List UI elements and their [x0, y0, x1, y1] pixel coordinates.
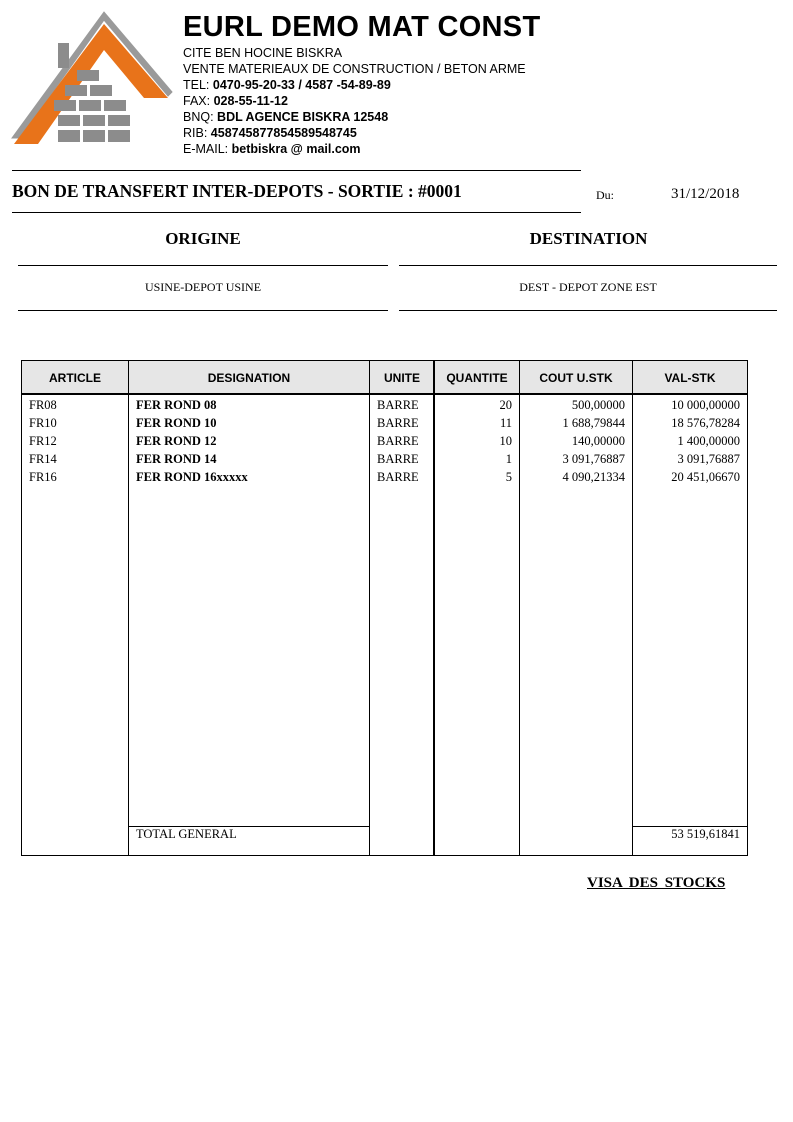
- table-row: [22, 470, 747, 488]
- col-header-article: ARTICLE: [49, 371, 101, 385]
- cell-unite: BARRE: [377, 416, 419, 430]
- cell-quantite: 5: [505, 470, 512, 484]
- company-logo: [10, 10, 175, 150]
- cell-cout: 1 688,79844: [562, 416, 625, 430]
- col-header-designation: DESIGNATION: [207, 371, 291, 385]
- cell-article: FR16: [29, 470, 57, 484]
- document-date: 31/12/2018: [671, 186, 740, 202]
- cell-unite: BARRE: [377, 470, 419, 484]
- cell-cout: 140,00000: [571, 434, 625, 448]
- cell-quantite: 1: [505, 452, 512, 466]
- cell-val: 18 576,78284: [671, 416, 740, 430]
- origin-rule-bottom: [18, 310, 388, 311]
- destination-heading: DESTINATION: [529, 229, 648, 248]
- cell-val: 3 091,76887: [677, 452, 740, 466]
- cell-cout: 4 090,21334: [562, 470, 625, 484]
- document-title: BON DE TRANSFERT INTER-DEPOTS - SORTIE : #0001: [12, 181, 462, 201]
- company-activity: VENTE MATERIEAUX DE CONSTRUCTION / BETON ARME: [183, 62, 526, 76]
- company-rib: RIB: 458745877854589548745: [183, 126, 357, 140]
- table-row: [22, 452, 747, 470]
- company-address: CITE BEN HOCINE BISKRA: [183, 46, 343, 60]
- cell-cout: 500,00000: [571, 398, 625, 412]
- col-header-quantite: QUANTITE: [446, 371, 508, 385]
- origin-value: USINE-DEPOT USINE: [144, 280, 262, 294]
- col-header-val: VAL-STK: [664, 371, 716, 385]
- destination-value: DEST - DEPOT ZONE EST: [519, 280, 657, 294]
- title-top-rule: [12, 170, 581, 171]
- cell-designation: FER ROND 12: [136, 434, 217, 448]
- cell-designation: FER ROND 08: [136, 398, 217, 412]
- cell-quantite: 10: [499, 434, 512, 448]
- date-label: Du:: [596, 188, 614, 202]
- cell-unite: BARRE: [377, 434, 419, 448]
- title-bottom-rule: [12, 212, 581, 213]
- destination-rule-bottom: [399, 310, 777, 311]
- cell-article: FR14: [29, 452, 57, 466]
- total-label: TOTAL GENERAL: [136, 827, 237, 841]
- origin-heading: ORIGINE: [165, 229, 241, 248]
- cell-val: 20 451,06670: [671, 470, 740, 484]
- total-value: 53 519,61841: [671, 827, 740, 841]
- cell-cout: 3 091,76887: [562, 452, 625, 466]
- cell-unite: BARRE: [377, 452, 419, 466]
- total-row: [22, 827, 747, 845]
- visa-des-stocks: VISA DES STOCKS: [587, 875, 726, 891]
- cell-quantite: 20: [499, 398, 512, 412]
- company-fax: FAX: 028-55-11-12: [183, 94, 288, 108]
- origin-rule-top: [18, 265, 388, 266]
- col-header-unite: UNITE: [384, 371, 420, 385]
- company-email: E-MAIL: betbiskra @ mail.com: [183, 142, 361, 156]
- company-name: EURL DEMO MAT CONST: [183, 11, 541, 43]
- chimney: [58, 43, 69, 68]
- company-tel: TEL: 0470-95-20-33 / 4587 -54-89-89: [183, 78, 391, 92]
- cell-article: FR08: [29, 398, 57, 412]
- cell-val: 1 400,00000: [677, 434, 740, 448]
- cell-unite: BARRE: [377, 398, 419, 412]
- table-row: [22, 398, 747, 416]
- cell-designation: FER ROND 16xxxxx: [136, 470, 248, 484]
- company-bank: BNQ: BDL AGENCE BISKRA 12548: [183, 110, 389, 124]
- cell-article: FR12: [29, 434, 57, 448]
- destination-rule-top: [399, 265, 777, 266]
- table-row: [22, 434, 747, 452]
- table-header: [22, 361, 747, 395]
- items-table: [21, 360, 748, 856]
- cell-designation: FER ROND 14: [136, 452, 217, 466]
- col-header-cout: COUT U.STK: [539, 371, 613, 385]
- cell-quantite: 11: [499, 416, 512, 430]
- cell-designation: FER ROND 10: [136, 416, 217, 430]
- cell-val: 10 000,00000: [671, 398, 740, 412]
- cell-article: FR10: [29, 416, 57, 430]
- table-row: [22, 416, 747, 434]
